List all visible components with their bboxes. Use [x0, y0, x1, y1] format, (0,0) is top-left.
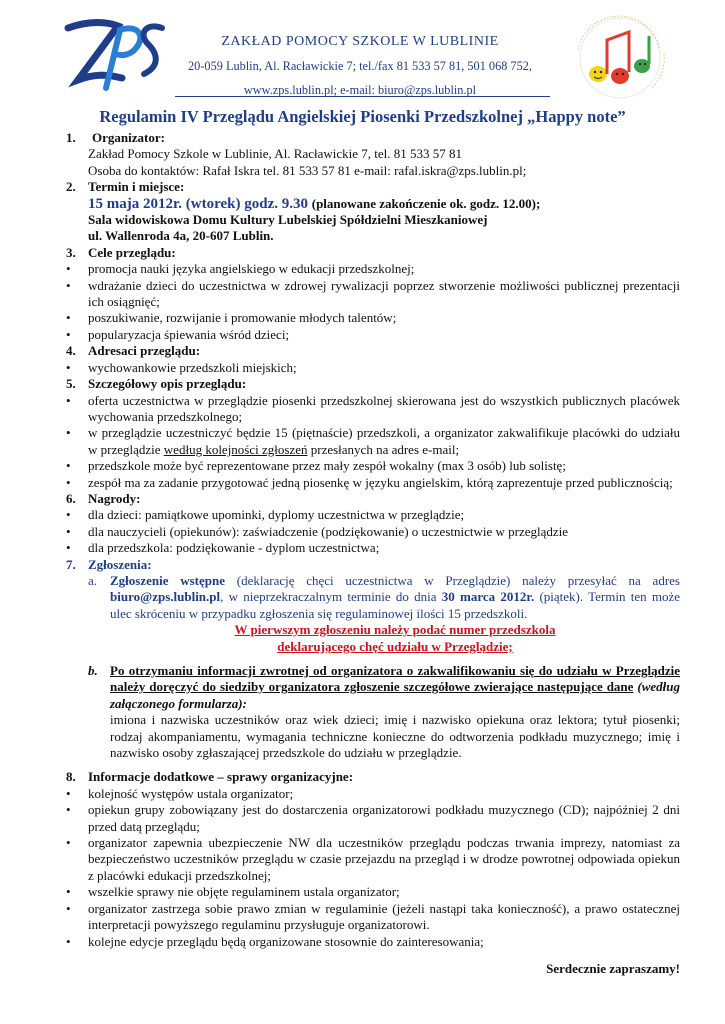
list-item: • dla przedszkola: podziękowanie - dyplom uczestnictwa; — [66, 540, 680, 556]
section-applications — [66, 557, 680, 573]
zps-logo — [60, 14, 170, 96]
section-heading: Termin i miejsce: — [88, 179, 185, 195]
text-run: przesłanych na adres e-mail; — [307, 441, 460, 457]
list-item: • zespół ma za zadanie przygotować jedną piosenkę w języku angielskim, którą zaprezentuje przed publicznością; — [66, 475, 680, 491]
section-organizer — [66, 130, 680, 146]
list-item: • kolejność występów ustala organizator; — [66, 786, 680, 802]
list-item: • przedszkole może być reprezentowane przez mały zespół wokalny (max 3 osób) lub solistę; — [66, 458, 680, 474]
italic-note: (według załączonego formularza): — [110, 679, 680, 711]
section-heading: Organizator: — [92, 130, 165, 145]
section-heading: Cele przeglądu: — [88, 244, 176, 260]
organizer-contact: Osoba do kontaktów: Rafał Iskra tel. 81 533 57 81 e-mail: rafal.iskra@zps.lublin.pl; — [88, 162, 527, 178]
organization-info — [160, 34, 560, 98]
section-number: 4. — [66, 343, 76, 359]
list-item: • kolejne edycje przeglądu będą organizowane stosownie do zainteresowania; — [66, 934, 680, 950]
section-heading: Szczegółowy opis przeglądu: — [88, 376, 247, 392]
list-item: • opiekun grupy zobowiązany jest do dostarczenia organizatorowi podkładu muzycznego (CD); najpóźniej 2 dni przed datą przeglądu; — [66, 802, 680, 835]
underlined-text: według kolejności zgłoszeń — [163, 441, 308, 457]
section-details — [66, 376, 680, 392]
list-item: • organizator zapewnia ubezpieczenie NW dla uczestników przeglądu podczas trwania imprezy, natomiast za bezpieczeństwo uczestników przeglądu w czasie przejazdu na przegląd i w drodze powrotnej odpowiada opiekun z placówki edukacji przedszkolnej; — [66, 835, 680, 884]
subitem-b-body: imiona i nazwiska uczestników oraz wiek dzieci; imię i nazwisko opiekuna oraz lektora; tytuł piosenki; rodzaj akompaniamentu, wymagania techniczne konieczne do odtworzenia podkładu muzycznego; imię i nazwisko osoby zgłaszającej przedszkole do udziału w przeglądzie. — [110, 712, 680, 761]
text-run: w przeglądzie uczestniczyć będzie 15 (piętnaście) przedszkoli, a organizator zakwalifikuje placówki do udziału w przeglądzie — [88, 425, 680, 457]
header-divider — [175, 96, 550, 97]
section-number: 8. — [66, 769, 76, 785]
list-item: • poszukiwanie, rozwijanie i promowanie młodych talentów; — [66, 310, 680, 326]
section-number: 1. — [66, 130, 76, 145]
text-run: (piątek). Termin ten może ulec skróceniu w przypadku zgłoszenia się regulaminowej ilości 15 przedszkoli. — [110, 589, 680, 621]
org-name: ZAKŁAD POMOCY SZKOLE W LUBLINIE — [221, 34, 499, 49]
section-addressees — [66, 343, 680, 359]
section-additional-info — [66, 769, 680, 785]
event-date — [88, 196, 680, 212]
red-notice-line-2: deklarującego chęć udziału w Przeglądzie; — [277, 638, 513, 654]
section-date-place — [66, 179, 680, 195]
subitem-b — [66, 663, 680, 712]
organizer-address: Zakład Pomocy Szkole w Lublinie, Al. Racławickie 7, tel. 81 533 57 81 — [88, 146, 463, 162]
text-run: (deklarację chęci uczestnictwa w Przeglądzie) należy przesyłać na adres — [225, 572, 680, 588]
document-title: Regulamin IV Przeglądu Angielskiej Piosenki Przedszkolnej „Happy note” — [99, 107, 626, 126]
list-item: • dla nauczycieli (opiekunów): zaświadczenie (podziękowanie) o uczestnictwie w przeglądzie — [66, 524, 680, 540]
subitem-a — [66, 573, 680, 622]
event-place-street: ul. Wallenroda 4a, 20-607 Lublin. — [88, 228, 274, 244]
list-item: • wdrażanie dzieci do uczestnictwa w zdrowej rywalizacji poprzez stworzenie możliwości publicznej prezentacji ich osiągnięć; — [66, 278, 680, 311]
subitem-letter: a. — [88, 572, 98, 588]
regulations-body — [66, 130, 680, 950]
list-item: • oferta uczestnictwa w przeglądzie piosenki przedszkolnej skierowana jest do wszystkich publicznych placówek wychowania przedszkolnego; — [66, 393, 680, 426]
list-item: • wychowankowie przedszkoli miejskich; — [66, 360, 680, 376]
section-number: 5. — [66, 376, 76, 392]
list-item: • dla dzieci: pamiątkowe upominki, dyplomy uczestnictwa w przeglądzie; — [66, 507, 680, 523]
list-item: • promocja nauki języka angielskiego w edukacji przedszkolnej; — [66, 261, 680, 277]
event-date-end: (planowane zakończenie ok. godz. 12.00); — [311, 195, 541, 211]
deadline-date: 30 marca 2012r. — [441, 589, 535, 605]
section-number: 7. — [66, 556, 76, 572]
section-number: 6. — [66, 490, 76, 506]
section-heading: Informacje dodatkowe – sprawy organizacyjne: — [88, 769, 354, 785]
org-contact: www.zps.lublin.pl; e-mail: biuro@zps.lublin.pl — [243, 83, 477, 97]
section-heading: Zgłoszenia: — [88, 556, 152, 572]
event-date-main: 15 maja 2012r. (wtorek) godz. 9.30 — [88, 195, 308, 212]
list-item: • popularyzacja śpiewania wśród dzieci; — [66, 327, 680, 343]
section-number: 2. — [66, 179, 76, 195]
list-item — [66, 425, 680, 458]
email-address: biuro@zps.lublin.pl — [110, 589, 221, 605]
bold-text: Po otrzymaniu informacji zwrotnej od organizatora o zakwalifikowaniu się do udziału w Przeglądzie należy doręczyć do siedziby organizatora zgłoszenie szczegółowe zwierające następujące dane — [110, 663, 680, 695]
bold-text: Zgłoszenie wstępne — [110, 572, 226, 588]
letterhead — [0, 0, 725, 100]
section-heading: Adresaci przeglądu: — [88, 343, 201, 359]
section-goals — [66, 245, 680, 261]
red-notice-line-1: W pierwszym zgłoszeniu należy podać numer przedszkola — [234, 622, 556, 638]
happy-note-logo — [560, 10, 680, 110]
subitem-letter: b. — [88, 663, 98, 678]
list-item: • wszelkie sprawy nie objęte regulaminem ustala organizator; — [66, 884, 680, 900]
list-item: • organizator zastrzega sobie prawo zmian w regulaminie (jeżeli nastąpi taka konieczność), a prawo ostatecznej interpretacji powyższego regulaminu przysługuje organizatorowi. — [66, 901, 680, 934]
event-place-hall: Sala widowiskowa Domu Kultury Lubelskiej Spółdzielni Mieszkaniowej — [88, 212, 488, 228]
section-heading: Nagrody: — [88, 490, 141, 506]
section-prizes — [66, 491, 680, 507]
section-number: 3. — [66, 244, 76, 260]
closing-invitation: Serdecznie zapraszamy! — [546, 961, 680, 976]
org-address: 20-059 Lublin, Al. Racławickie 7; tel./fax 81 533 57 81, 501 068 752, — [188, 59, 532, 73]
text-run: , w nieprzekraczalnym terminie do dnia — [220, 589, 442, 605]
